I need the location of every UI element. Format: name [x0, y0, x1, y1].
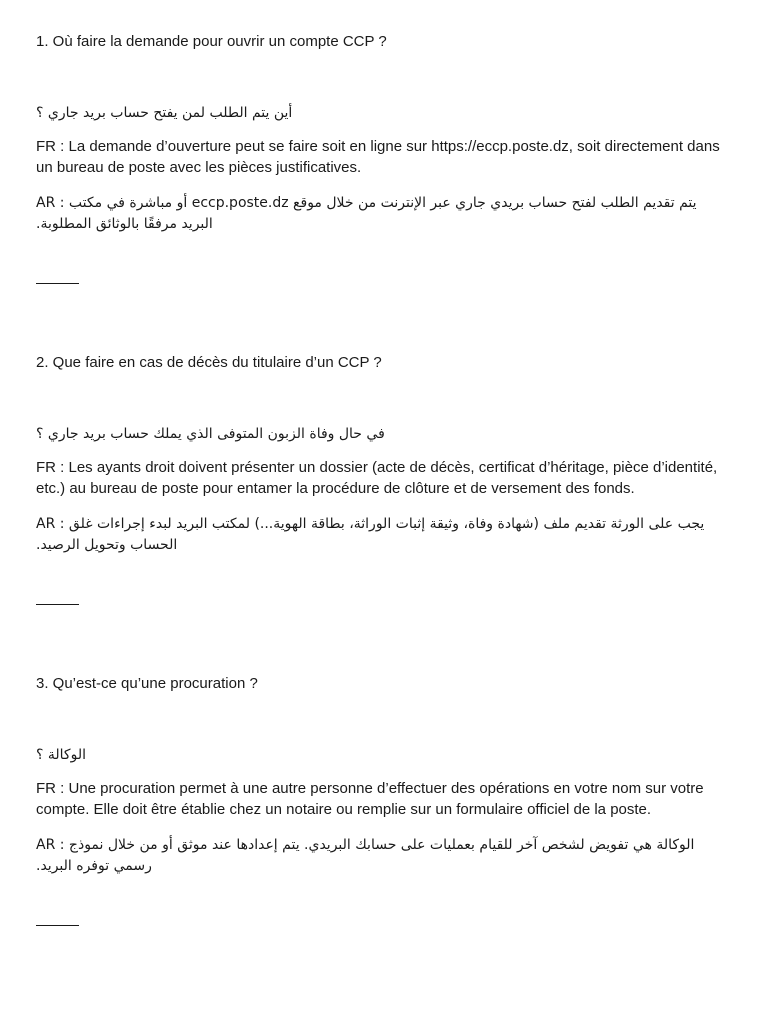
answer-fr: FR : Une procuration permet à une autre personne d’effectuer des opérations en votre nom sur votre compte. Elle doit être établie chez un notaire ou remplie sur un formulaire officiel de la poste. [36, 780, 704, 818]
answer-ar-line: رسمي توفره البريد. [36, 858, 152, 874]
answer-ar [36, 193, 736, 235]
question-ar: الوكالة ؟ [36, 747, 86, 763]
answer-ar-line: الحساب وتحويل الرصيد. [36, 537, 178, 553]
question-ar: أين يتم الطلب لمن يفتح حساب بريد جاري ؟ [36, 105, 293, 121]
question-ar: في حال وفاة الزبون المتوفى الذي يملك حساب بريد جاري ؟ [36, 426, 385, 442]
section-divider [36, 604, 79, 605]
section-divider [36, 283, 79, 284]
faq-item-3 [36, 674, 736, 874]
answer-fr: FR : Les ayants droit doivent présenter un dossier (acte de décès, certificat d’héritage, pièce d’identité, etc.) au bureau de poste pour entamer la procédure de clôture et de versement des fonds. [36, 459, 718, 497]
answer-ar [36, 514, 736, 556]
answer-ar-line: البريد مرفقًا بالوثائق المطلوبة. [36, 216, 213, 232]
section-divider [36, 925, 79, 926]
faq-item-2 [36, 353, 736, 553]
faq-item-1 [36, 32, 736, 232]
answer-ar [36, 835, 736, 877]
question-fr: 2. Que faire en cas de décès du titulaire d’un CCP ? [36, 354, 382, 371]
question-fr: 1. Où faire la demande pour ouvrir un compte CCP ? [36, 33, 387, 50]
answer-ar-line: AR : يجب على الورثة تقديم ملف (شهادة وفاة، وثيقة إثبات الوراثة، بطاقة الهوية...) لمكتب البريد لبدء إجراءات غلق [36, 516, 705, 532]
answer-fr: FR : La demande d’ouverture peut se faire soit en ligne sur https://eccp.poste.dz, soit directement dans un bureau de poste avec les pièces justificatives. [36, 138, 720, 176]
answer-ar-line: AR : أو مباشرة في مكتب eccp.poste.dz يتم تقديم الطلب لفتح حساب بريدي جاري عبر الإنترنت من خلال موقع [36, 195, 697, 211]
question-fr: 3. Qu’est-ce qu’une procuration ? [36, 675, 258, 692]
answer-ar-line: AR : الوكالة هي تفويض لشخص آخر للقيام بعمليات على حسابك البريدي. يتم إعدادها عند موثق أو من خلال نموذج [36, 837, 695, 853]
